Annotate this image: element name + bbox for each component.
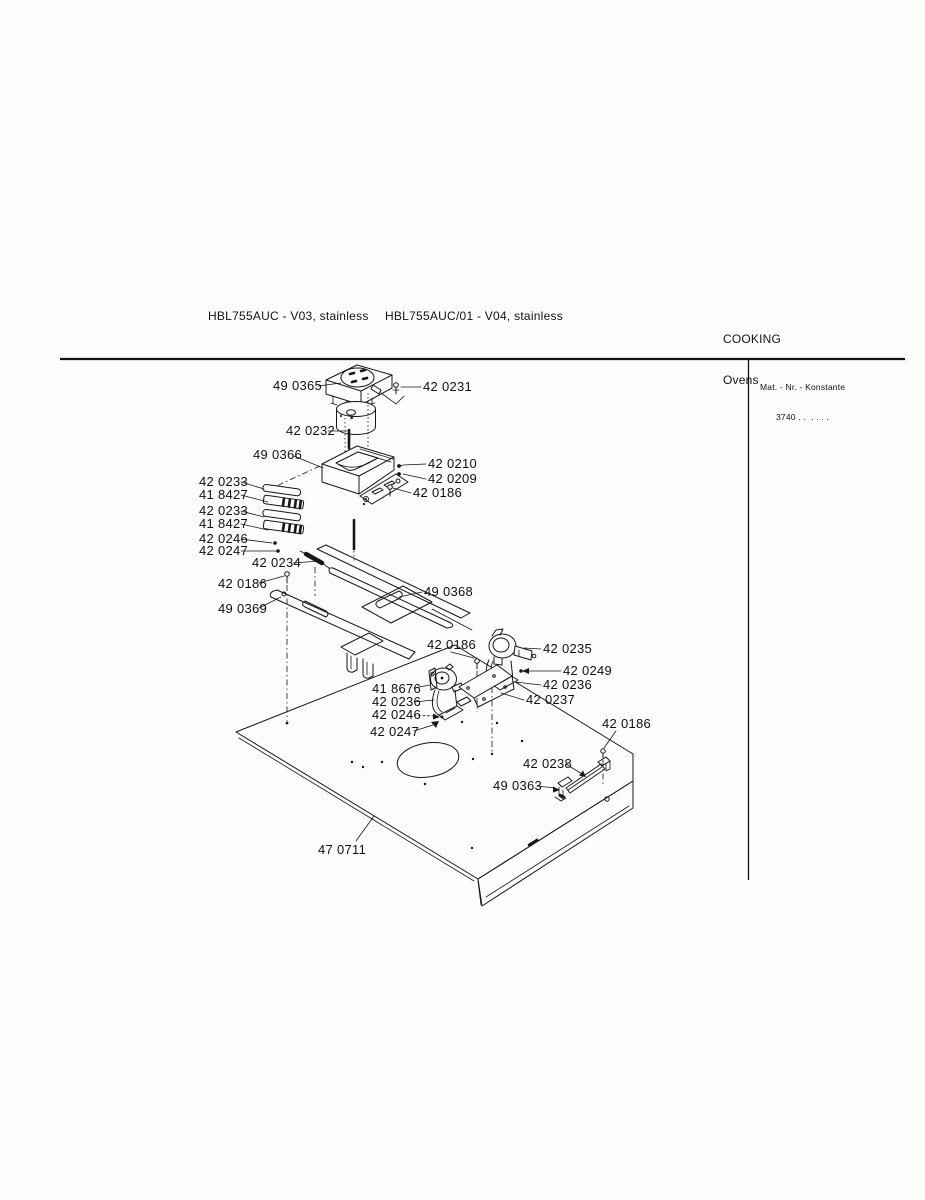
- part-label-42-0209: 42 0209: [428, 471, 478, 486]
- screw-42-0247-upper: [276, 549, 280, 553]
- screw-42-0231: [393, 383, 399, 394]
- part-label-41-8427-b: 41 8427: [199, 516, 249, 531]
- timer-dial: [341, 368, 374, 387]
- screw-42-0246-upper: [273, 541, 277, 545]
- model-variant-left: HBL755AUC - V03, stainless: [208, 309, 369, 323]
- clip-42-0233-a: [262, 484, 301, 496]
- hook-bracket: [341, 633, 383, 678]
- material-number-value: 3740 . . . . . .: [776, 412, 830, 422]
- clip-41-8427-a: [263, 495, 304, 509]
- clip-41-8427-b: [263, 520, 304, 534]
- part-label-49-0368: 49 0368: [424, 584, 474, 599]
- category-line-ovens: Ovens: [723, 372, 759, 387]
- bracket-box-49-0366: [322, 446, 408, 562]
- part-label-42-0186-b: 42 0186: [218, 576, 268, 591]
- part-label-42-0247-b: 42 0247: [370, 724, 420, 739]
- model-variant-right: HBL755AUC/01 - V04, stainless: [385, 309, 564, 323]
- part-label-42-0246-a: 42 0246: [199, 531, 249, 546]
- part-label-42-0232: 42 0232: [286, 423, 336, 438]
- part-label-49-0363: 49 0363: [493, 778, 543, 793]
- clamp-stack: [262, 466, 320, 553]
- part-label-42-0233-a: 42 0233: [199, 474, 249, 489]
- part-label-42-0238: 42 0238: [523, 756, 573, 771]
- part-label-42-0186-d: 42 0186: [602, 716, 652, 731]
- clip-42-0233-b: [262, 509, 301, 521]
- part-label-42-0186-a: 42 0186: [413, 485, 463, 500]
- timer-drum: [337, 402, 376, 435]
- part-label-49-0366: 49 0366: [253, 447, 303, 462]
- part-label-42-0236-r: 42 0236: [543, 677, 593, 692]
- part-label-42-0237: 42 0237: [526, 692, 576, 707]
- part-label-47-0711: 47 0711: [318, 842, 367, 857]
- material-number-title: Mat. - Nr. - Konstante: [760, 382, 846, 392]
- part-label-42-0235: 42 0235: [543, 641, 593, 656]
- part-label-42-0234: 42 0234: [252, 555, 302, 570]
- part-label-42-0231: 42 0231: [423, 379, 473, 394]
- part-label-42-0236-l: 42 0236: [372, 694, 422, 709]
- part-label-42-0247-a: 42 0247: [199, 543, 249, 558]
- screw-42-0209: [397, 472, 401, 476]
- part-label-42-0233-b: 42 0233: [199, 503, 249, 518]
- box-foot-plate: [360, 474, 408, 505]
- part-label-42-0186-c: 42 0186: [427, 637, 477, 652]
- part-label-41-8427-a: 41 8427: [199, 487, 249, 502]
- part-label-42-0246-b: 42 0246: [372, 707, 422, 722]
- motor-42-0235: [489, 629, 536, 665]
- part-label-41-8676: 41 8676: [372, 681, 422, 696]
- part-label-49-0369: 49 0369: [218, 601, 268, 616]
- part-label-42-0249: 42 0249: [563, 663, 613, 678]
- part-label-49-0365: 49 0365: [273, 378, 323, 393]
- category-line-cooking: COOKING: [723, 332, 782, 346]
- part-label-42-0210: 42 0210: [428, 456, 478, 471]
- pin-42-0234: [300, 551, 329, 596]
